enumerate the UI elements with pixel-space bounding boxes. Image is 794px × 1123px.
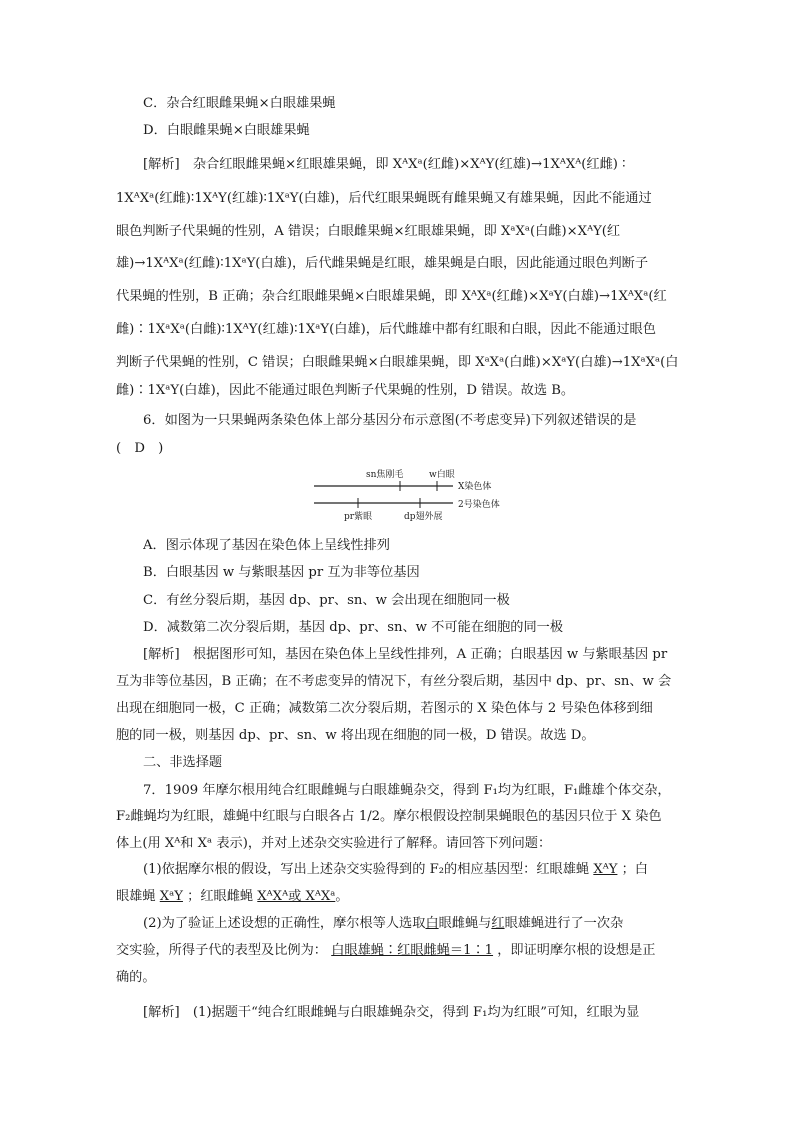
option-c-prev: C．杂合红眼雌果蝇×白眼雄果蝇 [143,96,336,111]
q6-analysis-4: 胞的同一极，则基因 dp、pr、sn、w 将出现在细胞的同一极，D 错误。故选 D。 [116,728,595,743]
option-d-prev: D．白眼雌果蝇×白眼雄果蝇 [143,123,310,138]
q7-part2-line1: (2)为了验证上述设想的正确性，摩尔根等人选取白眼雌蝇与红眼雄蝇进行了一次杂 [143,916,624,931]
q7-part1-line2: 眼雄蝇 XᵃY ；红眼雌蝇 XᴬXᴬ或 XᴬXᵃ。 [116,889,349,904]
section-heading: 二、非选择题 [143,755,223,770]
q7-part2-line2: 交实验，所得子代的表型及比例为： 白眼雄蝇∶红眼雌蝇＝1∶1 ，即证明摩尔根的设想是正 [116,943,656,958]
analysis5-line-7: 判断子代果蝇的性别，C 错误；白眼雌果蝇×白眼雄果蝇，即 XᵃXᵃ(白雌)×XᵃY(白雄)→1XᵃXᵃ(白 [116,355,679,370]
analysis5-line-1: [解析] 杂合红眼雌果蝇×红眼雄果蝇，即 XᴬXᵃ(红雌)×XᴬY(红雄)→1XᴬXᴬ(红雌) ∶ [143,157,626,172]
q6-option-c: C．有丝分裂后期，基因 dp、pr、sn、w 会出现在细胞同一极 [143,593,510,608]
label-dp: dp翅外展 [404,512,443,522]
answer-white-male: XᵃY [159,889,183,904]
answer-ratio: 白眼雄蝇∶红眼雌蝇＝1∶1 [331,943,494,958]
analysis5-line-8: 雌)∶1XᵃY(白雄)，因此不能通过眼色判断子代果蝇的性别，D 错误。故选 B。 [116,383,575,398]
answer-red-male: XᴬY [593,862,618,877]
analysis5-line-3: 眼色判断子代果蝇的性别，A 错误；白眼雌果蝇×红眼雄果蝇，即 XᵃXᵃ(白雌)×XᴬY(红 [116,224,621,239]
analysis5-line-6: 雌)∶1XᵃXᵃ(白雌)∶1XᴬY(红雄)∶1XᵃY(白雄)，后代雌雄中都有红眼和白眼，因此不能通过眼色 [116,322,656,337]
label-w: w白眼 [429,470,455,480]
q6-option-d: D．减数第二次分裂后期，基因 dp、pr、sn、w 不可能在细胞的同一极 [143,620,564,635]
q7-part2-line3: 确的。 [116,970,156,985]
q6-option-b: B．白眼基因 w 与紫眼基因 pr 互为非等位基因 [143,565,420,580]
analysis5-line-5: 代果蝇的性别，B 正确；杂合红眼雌果蝇×白眼雄果蝇，即 XᴬXᵃ(红雌)×XᵃY(白雄)→1XᴬXᵃ(红 [116,289,667,304]
label-pr: pr紫眼 [344,512,373,522]
answer-red-female: XᴬXᴬ或 XᴬXᵃ [257,889,336,904]
q7-part1-line1: (1)依据摩尔根的假设，写出上述杂交实验得到的 F₂的相应基因型：红眼雄蝇 XᴬY ；白 [143,862,648,877]
q6-stem: 6．如图为一只果蝇两条染色体上部分基因分布示意图(不考虑变异)下列叙述错误的是 [143,413,637,428]
q6-analysis-2: 互为非等位基因，B 正确；在不考虑变异的情况下，有丝分裂后期，基因中 dp、pr、sn、w 会 [116,674,672,689]
chromosome-diagram [312,465,512,523]
q7-stem-1: 7．1909 年摩尔根用纯合红眼雌蝇与白眼雄蝇杂交，得到 F₁均为红眼，F₁雌雄个体交杂， [143,783,671,798]
label-chromosome-2: 2号染色体 [458,500,500,510]
q7-analysis-start: [解析] (1)据题干“纯合红眼雌蝇与白眼雄蝇杂交，得到 F₁均为红眼”可知，红眼为显 [143,1005,640,1020]
label-sn: sn焦刚毛 [366,470,404,480]
answer-male-eye: 红 [491,916,505,931]
q6-analysis-1: [解析] 根据图形可知，基因在染色体上呈线性排列，A 正确；白眼基因 w 与紫眼基因 pr [143,647,668,662]
answer-female-eye: 白 [425,916,439,931]
label-x-chromosome: X染色体 [458,482,492,492]
q7-stem-2: F₂雌蝇均为红眼，雄蝇中红眼与白眼各占 1/2。摩尔根假设控制果蝇眼色的基因只位于 X 染色 [116,809,662,824]
analysis5-line-4: 雄)→1XᴬXᵃ(红雌)∶1XᵃY(白雄)，后代雌果蝇是红眼，雄果蝇是白眼，因此能通过眼色判断子 [116,256,649,271]
q6-analysis-3: 出现在细胞同一极，C 正确；减数第二次分裂后期，若图示的 X 染色体与 2 号染色体移到细 [116,701,653,716]
q6-option-a: A．图示体现了基因在染色体上呈线性排列 [143,538,390,553]
q7-stem-3: 体上(用 Xᴬ和 Xᵃ 表示)，并对上述杂交实验进行了解释。请回答下列问题： [116,836,552,851]
q6-answer: ( D ) [116,441,164,456]
analysis5-line-2: 1XᴬXᵃ(红雌)∶1XᴬY(红雄)∶1XᵃY(白雄)，后代红眼果蝇既有雌果蝇又有雄果蝇，因此不能通过 [116,191,652,206]
